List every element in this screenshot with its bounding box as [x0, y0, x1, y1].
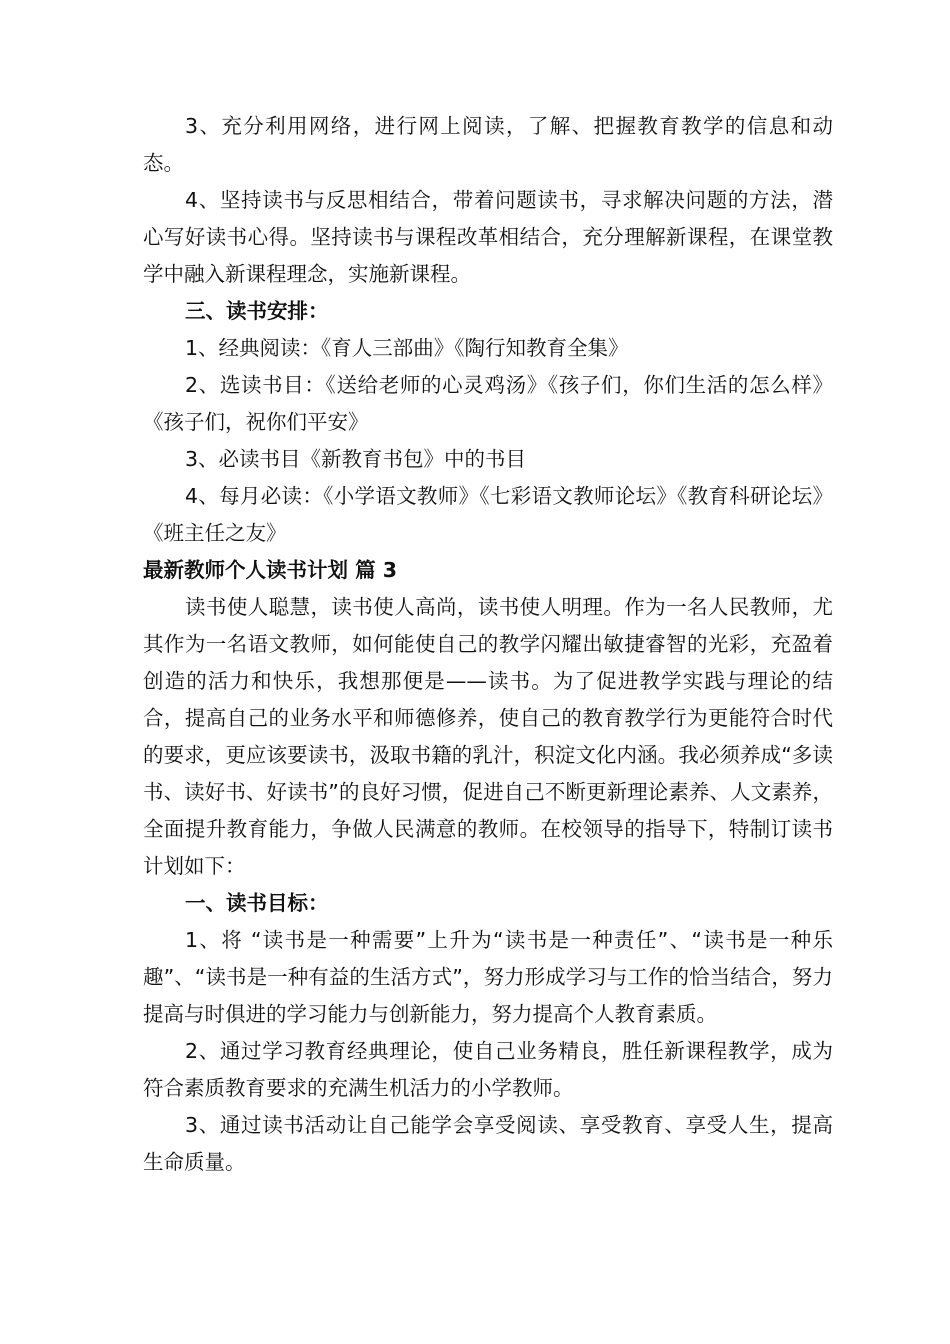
paragraph-goal-3: 3、通过读书活动让自己能学会享受阅读、享受教育、享受人生，提高生命质量。 — [143, 1113, 833, 1174]
paragraph-monthly-reading: 4、每月必读：《小学语文教师》《七彩语文教师论坛》《教育科研论坛》《班主任之友》 — [143, 484, 833, 545]
paragraph-item-4: 4、坚持读书与反思相结合，带着问题读书，寻求解决问题的方法，潜心写好读书心得。坚持读书与课程改革相结合，充分理解新课程，在课堂教学中融入新课程理念，实施新课程。 — [143, 188, 833, 286]
paragraph-item-3: 3、充分利用网络，进行网上阅读，了解、把握教育教学的信息和动态。 — [143, 114, 833, 175]
paragraph-classic-reading: 1、经典阅读：《育人三部曲》《陶行知教育全集》 — [185, 336, 629, 360]
paragraph-intro: 读书使人聪慧，读书使人高尚，读书使人明理。作为一名人民教师，尤其作为一名语文教师，如何能使自己的教学闪耀出敏捷睿智的光彩，充盈着创造的活力和快乐，我想那便是——读书。为了促进教学实践与理论的结合，提高自己的业务水平和师德修养，使自己的教育教学行为更能符合时代的要求，更应该要读书，汲取书籍的乳汁，积淀文化内涵。我必须养成“多读书、读好书、好读书”的良好习惯，促进自己不断更新理论素养、人文素养，全面提升教育能力，争做人民满意的教师。在校领导的指导下，特制订读书计划如下： — [143, 595, 833, 878]
document-body — [143, 108, 833, 1181]
paragraph-goal-1: 1、将 “读书是一种需要”上升为“读书是一种责任”、“读书是一种乐趣”、“读书是一种有益的生活方式”，努力形成学习与工作的恰当结合，努力提高与时俱进的学习能力与创新能力，努力提高个人教育素质。 — [143, 928, 833, 1026]
paragraph-optional-books: 2、选读书目：《送给老师的心灵鸡汤》《孩子们，你们生活的怎么样》《孩子们，祝你们平安》 — [143, 373, 833, 434]
paragraph-required-books: 3、必读书目《新教育书包》中的书目 — [185, 447, 527, 471]
section-heading-reading-goals: 一、读书目标： — [185, 891, 329, 915]
section-heading-reading-arrangement: 三、读书安排： — [185, 299, 329, 323]
article-title: 最新教师个人读书计划 篇 3 — [143, 558, 398, 582]
paragraph-goal-2: 2、通过学习教育经典理论，使自己业务精良，胜任新课程教学，成为符合素质教育要求的充满生机活力的小学教师。 — [143, 1039, 833, 1100]
